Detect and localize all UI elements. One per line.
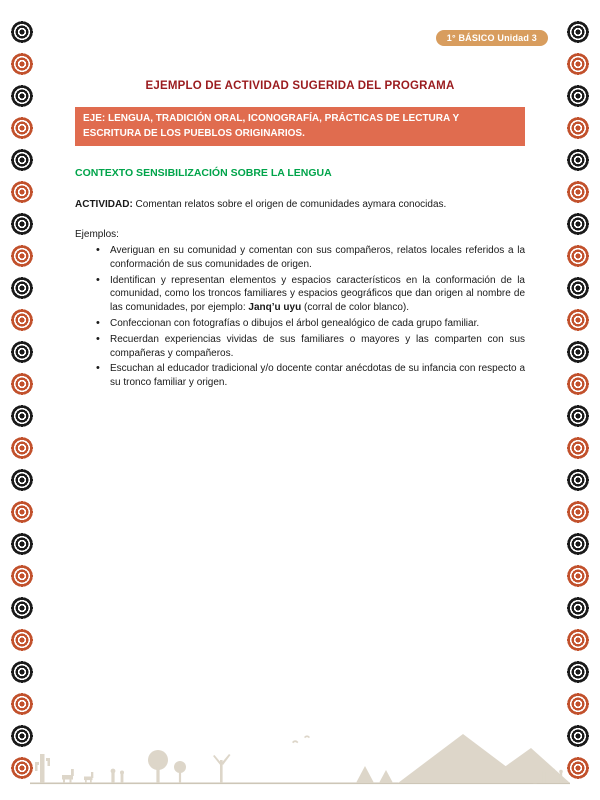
andean-motif-border-right: [564, 16, 592, 786]
bullet-text: Confeccionan con fotografías o dibujos el árbol genealógico de cada grupo familiar.: [110, 317, 480, 329]
context-heading: CONTEXTO SENSIBILIZACIÓN SOBRE LA LENGUA: [75, 167, 332, 179]
examples-bullet-list: [95, 244, 525, 392]
bullet-marker: •: [96, 362, 100, 375]
bullet-marker: •: [96, 244, 100, 256]
activity-line: [75, 198, 525, 212]
bullet-marker: •: [96, 316, 100, 329]
bullet-text: Averiguan en su comunidad y comentan con sus compañeros, relatos locales referidos a la conformación de sus comunidades de origen.: [110, 245, 525, 270]
activity-label: ACTIVIDAD:: [75, 199, 133, 210]
landscape-illustration: [30, 726, 570, 788]
bullet-marker: •: [96, 332, 100, 345]
bullet-text-bold: Janq’u uyu: [248, 302, 302, 314]
bullet-item: [95, 317, 525, 331]
examples-label: Ejemplos:: [75, 229, 119, 240]
bullet-item: [95, 333, 525, 361]
bullet-text: Recuerdan experiencias vividas de sus familiares o mayores y las comparten con sus compañeras y compañeros.: [110, 333, 525, 359]
bullet-item: [95, 362, 525, 390]
activity-text: Comentan relatos sobre el origen de comunidades aymara conocidas.: [132, 199, 447, 210]
bullet-text: Escuchan al educador tradicional y/o docente contar anécdotas de su infancia con respecto a su tronco familiar y origen.: [110, 363, 525, 389]
andean-motif-border-left: [8, 16, 36, 786]
bullet-item: [95, 274, 525, 315]
eje-banner: EJE: LENGUA, TRADICIÓN ORAL, ICONOGRAFÍA, PRÁCTICAS DE LECTURA Y ESCRITURA DE LOS PUEBLOS ORIGINARIOS.: [75, 107, 525, 146]
bullet-text: Identifican y representan elementos y espacios característicos en la conformación de la comunidad, como los troncos familiares y espacios geográficos que dan origen al nombre de las comunidades, por ejemplo:: [110, 274, 525, 314]
page-title: EJEMPLO DE ACTIVIDAD SUGERIDA DEL PROGRAMA: [145, 80, 455, 92]
bullet-item: [95, 244, 525, 272]
bullet-marker: •: [96, 273, 100, 286]
bullet-text: (corral de color blanco).: [301, 302, 410, 314]
unit-badge: 1° BÁSICO Unidad 3: [436, 30, 548, 46]
